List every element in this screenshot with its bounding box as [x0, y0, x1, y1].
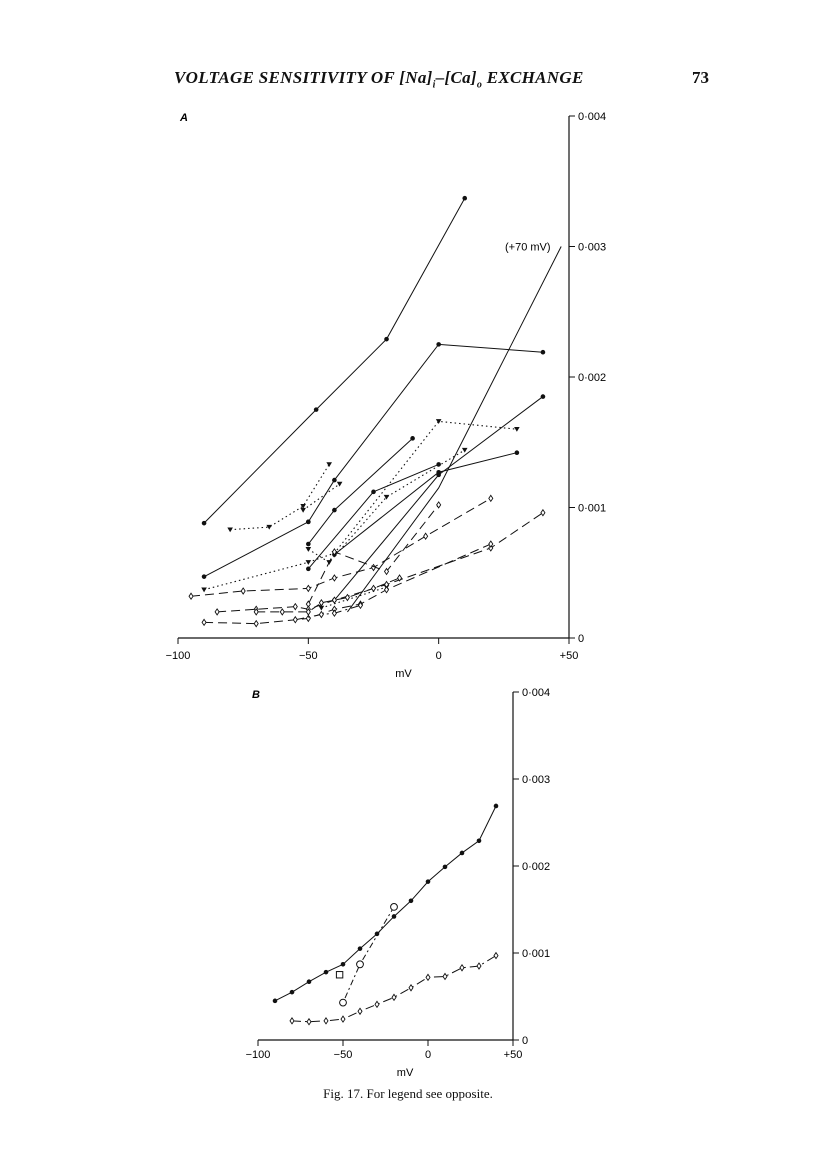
data-point	[290, 990, 295, 995]
x-tick-label: 0	[424, 1049, 432, 1061]
series-2	[306, 342, 545, 524]
data-point	[443, 865, 448, 870]
series-17	[254, 575, 401, 615]
data-point	[332, 575, 336, 581]
data-point	[489, 495, 493, 501]
series-line	[343, 907, 394, 1003]
data-point	[341, 962, 346, 967]
data-point	[254, 621, 258, 627]
page-number: 73	[692, 68, 709, 87]
series-5	[306, 436, 415, 546]
series-10	[201, 419, 519, 592]
panel-a	[166, 111, 607, 680]
data-point	[392, 994, 396, 1000]
y-tick-label: 0·002	[522, 861, 551, 873]
series-1	[202, 196, 467, 526]
y-tick-label: 0·001	[522, 948, 551, 960]
data-point	[306, 542, 311, 547]
data-point	[227, 527, 233, 532]
series-8	[347, 247, 561, 612]
data-point	[371, 490, 376, 495]
series-1	[273, 804, 499, 1003]
y-tick-label: 0·004	[578, 111, 607, 123]
data-point	[306, 615, 310, 621]
series-3	[340, 903, 398, 1006]
data-point	[202, 521, 207, 526]
data-point	[409, 899, 414, 904]
data-point	[337, 482, 343, 487]
y-tick-label: 0·001	[578, 502, 607, 515]
series-line	[217, 513, 543, 612]
x-axis-label: mV	[395, 668, 412, 680]
data-point	[489, 541, 493, 547]
x-tick-label: −100	[245, 1049, 271, 1061]
data-point	[273, 999, 278, 1004]
data-point	[541, 350, 546, 355]
data-point	[306, 567, 311, 572]
series-7	[332, 394, 545, 602]
data-point	[384, 337, 389, 342]
data-point	[332, 610, 336, 616]
data-point	[541, 510, 545, 516]
annotation: (+70 mV)	[505, 241, 551, 254]
data-point	[341, 1016, 345, 1022]
data-point	[462, 448, 468, 453]
data-point	[293, 604, 297, 610]
data-point	[189, 593, 193, 599]
data-point	[306, 547, 312, 552]
data-point	[494, 804, 499, 809]
data-point	[307, 979, 312, 984]
data-point	[436, 473, 441, 478]
data-point	[306, 520, 311, 525]
data-point	[319, 612, 323, 618]
data-point	[515, 450, 520, 455]
data-point	[443, 973, 447, 979]
data-point	[280, 609, 284, 615]
data-point	[436, 419, 442, 424]
series-line	[321, 587, 386, 608]
series-4	[306, 462, 441, 571]
data-point	[290, 1018, 294, 1024]
panel-label: A	[180, 112, 188, 124]
series-line	[308, 450, 464, 562]
panel-label: B	[252, 689, 260, 701]
data-point	[392, 914, 397, 919]
data-point	[358, 946, 363, 951]
data-point	[324, 1018, 328, 1024]
series-line	[308, 438, 412, 544]
data-point	[426, 974, 430, 980]
x-tick-label: +50	[503, 1049, 523, 1061]
series-3	[202, 520, 311, 579]
series-line	[275, 806, 496, 1001]
panel-b	[246, 687, 551, 1079]
data-point	[409, 985, 413, 991]
y-tick-label: 0	[522, 1035, 529, 1047]
data-point	[202, 574, 207, 579]
data-point	[426, 879, 431, 884]
data-point	[460, 851, 465, 856]
data-point	[410, 436, 415, 441]
data-point	[541, 394, 546, 399]
data-point	[460, 965, 464, 971]
series-line	[204, 522, 308, 577]
data-point	[436, 342, 441, 347]
data-point	[372, 585, 376, 591]
data-point	[314, 407, 319, 412]
y-tick-label: 0·003	[522, 774, 551, 786]
series-4	[336, 972, 342, 978]
y-tick-label: 0·003	[578, 241, 607, 254]
running-header-title: VOLTAGE SENSITIVITY OF $[Na]_i-[Ca]_o$ EXCHANGE	[174, 68, 584, 91]
x-tick-label: +50	[559, 650, 579, 662]
series-line	[303, 484, 339, 510]
series-9	[227, 462, 332, 532]
data-point	[326, 462, 332, 467]
data-point	[340, 999, 347, 1006]
series-line	[292, 956, 496, 1022]
series-line	[308, 344, 543, 521]
data-point	[293, 617, 297, 623]
data-point	[375, 1001, 379, 1007]
x-tick-label: −50	[333, 1049, 353, 1061]
x-tick-label: −50	[298, 650, 318, 662]
x-tick-label: −100	[165, 650, 191, 662]
data-point	[358, 1008, 362, 1014]
data-point	[307, 1019, 311, 1025]
data-point	[306, 560, 312, 565]
data-point	[306, 585, 310, 591]
data-point	[332, 508, 337, 513]
series-16	[215, 510, 545, 615]
data-point	[215, 609, 219, 615]
data-point	[300, 508, 306, 513]
data-point	[332, 478, 337, 483]
data-point	[241, 588, 245, 594]
data-point	[514, 427, 520, 432]
data-point	[462, 196, 467, 201]
data-point	[202, 619, 206, 625]
series-line	[256, 578, 399, 612]
data-point	[324, 970, 329, 975]
series-line	[347, 247, 561, 612]
data-point	[385, 587, 389, 593]
x-axis-label: mV	[396, 1067, 414, 1079]
figure-caption: Fig. 17. For legend see opposite.	[323, 1086, 493, 1101]
series-13	[319, 585, 390, 611]
data-point	[494, 953, 498, 959]
data-point	[201, 588, 207, 593]
series-line	[230, 464, 329, 529]
data-point	[477, 963, 481, 969]
y-tick-label: 0·004	[522, 687, 551, 699]
data-point	[477, 838, 482, 843]
data-point	[391, 903, 398, 910]
data-point	[336, 972, 342, 978]
series-14	[189, 495, 493, 599]
y-tick-label: 0	[578, 633, 585, 645]
y-tick-label: 0·002	[578, 372, 607, 384]
series-2	[290, 953, 498, 1025]
x-tick-label: 0	[435, 650, 442, 662]
series-line	[334, 397, 543, 601]
data-point	[424, 533, 428, 539]
data-point	[357, 961, 364, 968]
